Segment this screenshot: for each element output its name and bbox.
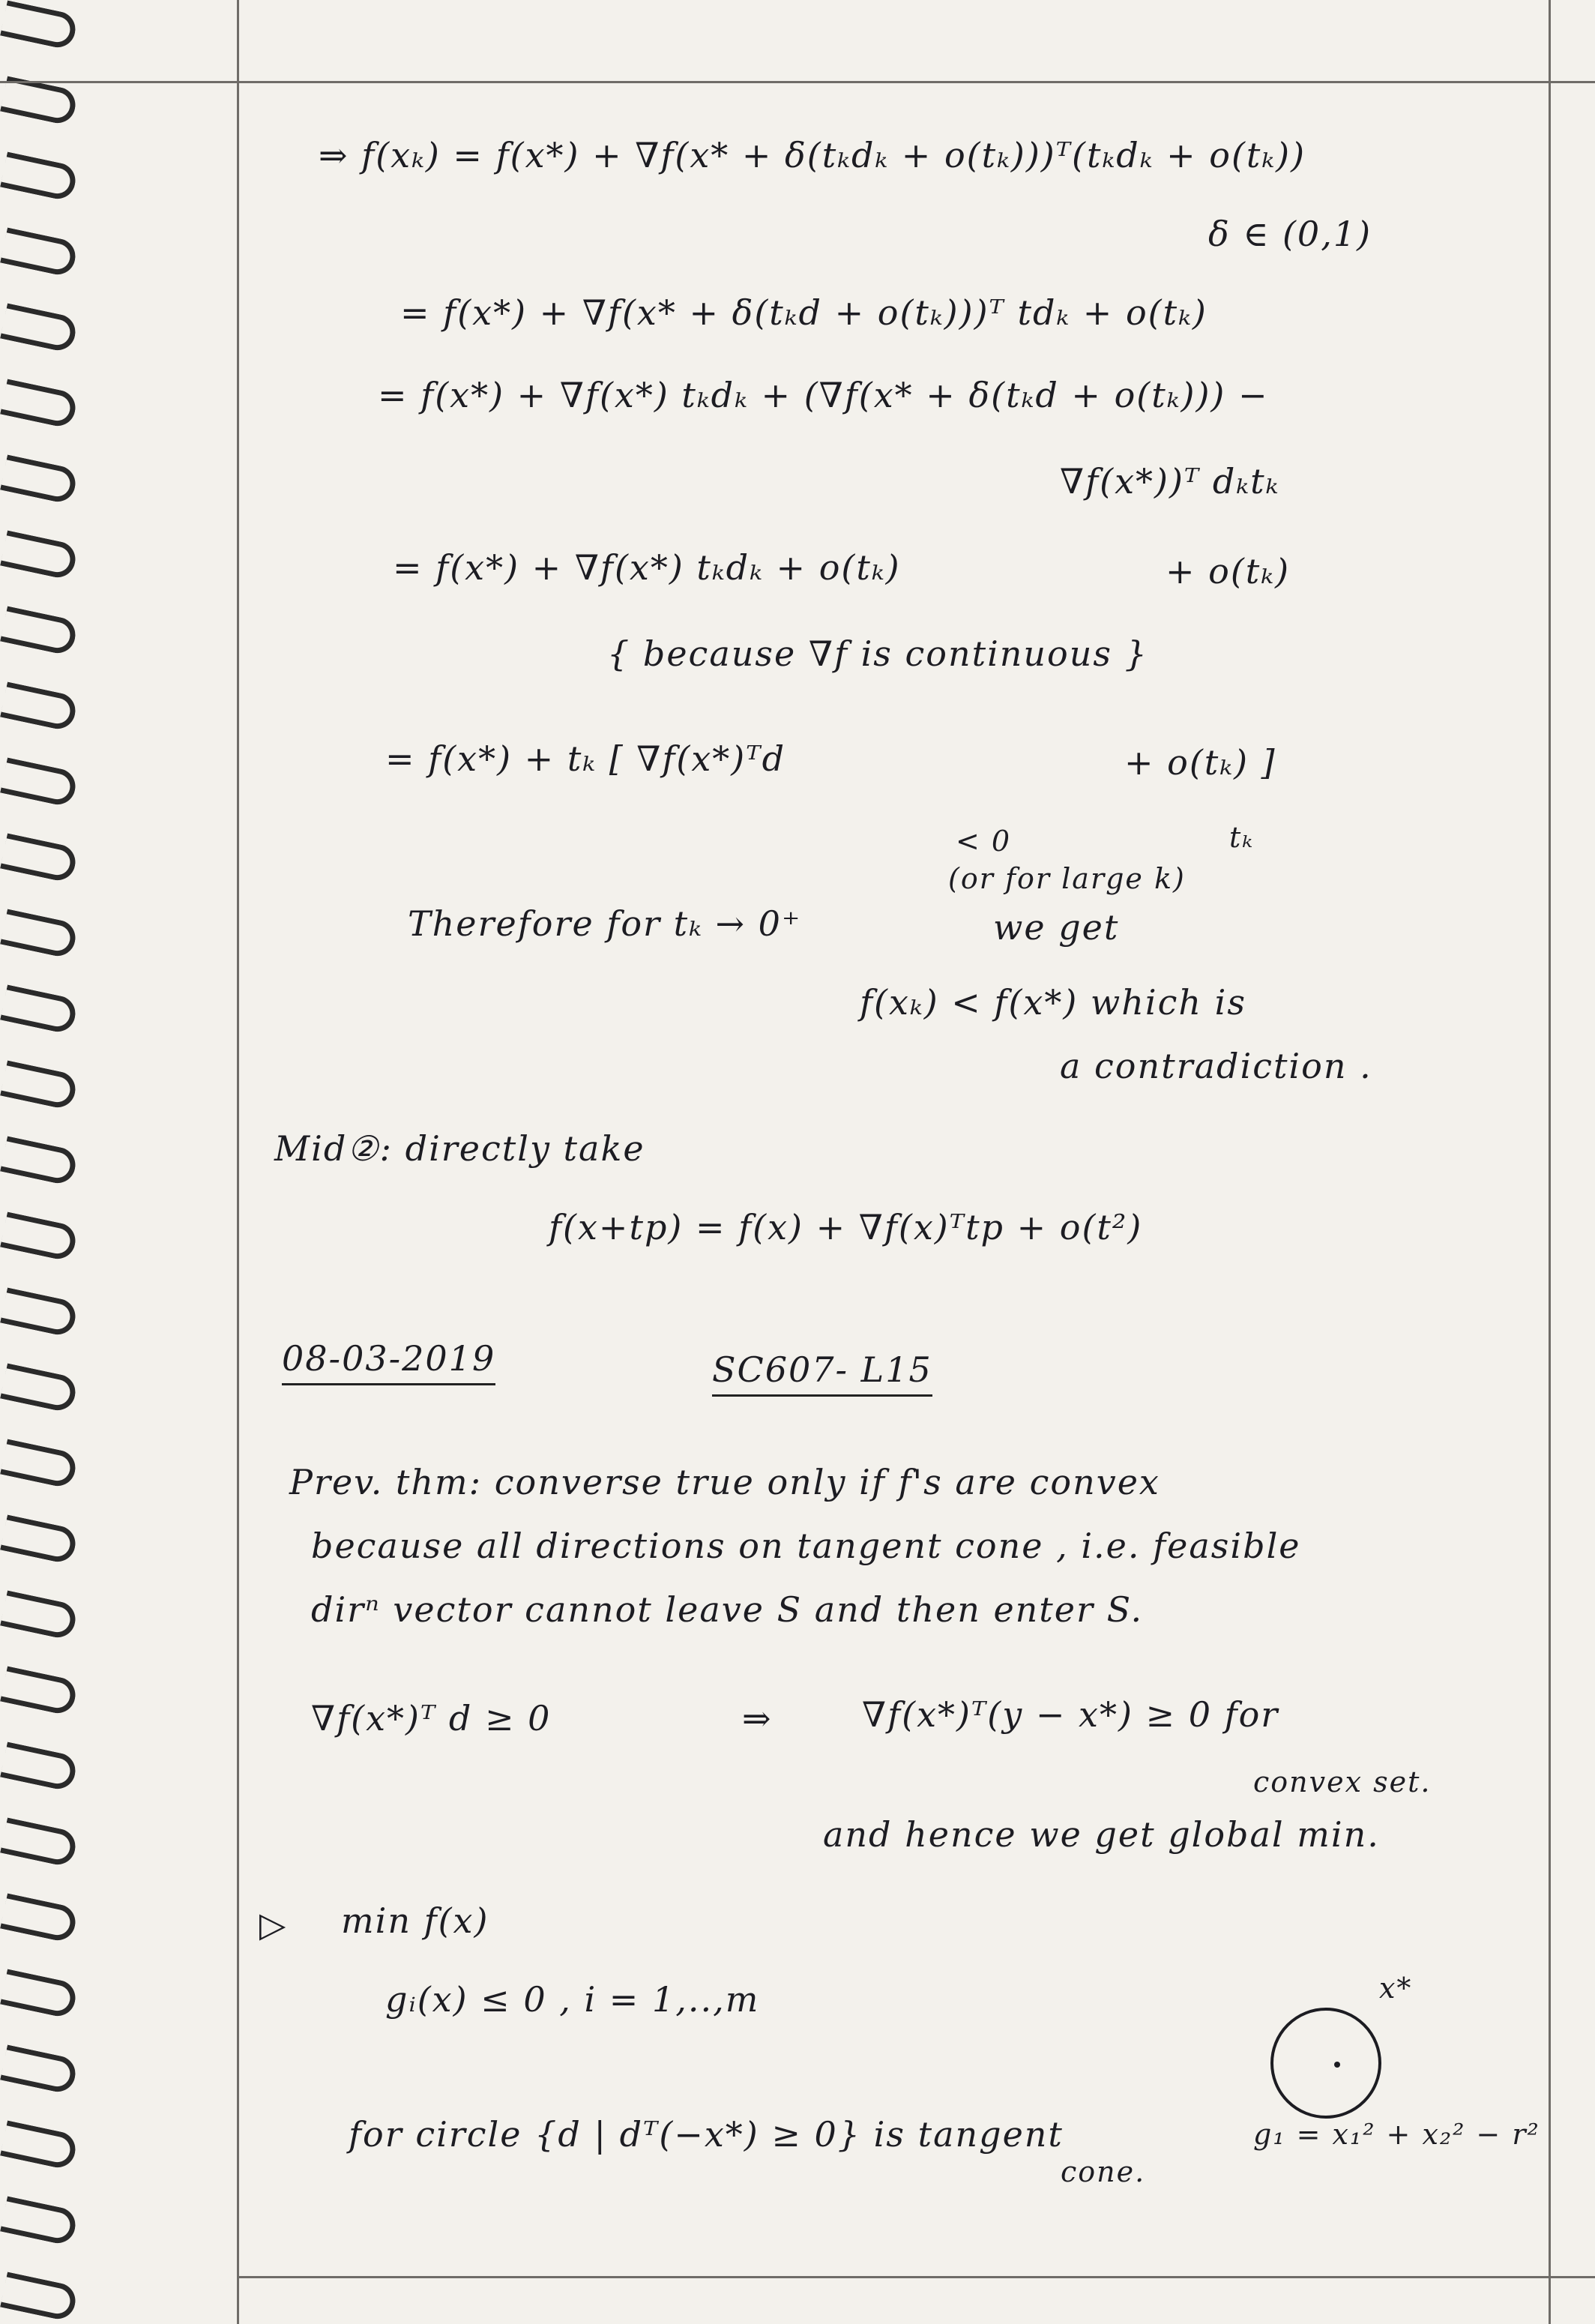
spiral-ring: [0, 2120, 79, 2170]
note-line: ∇f(x*)ᵀ(y − x*) ≥ 0 for: [862, 1694, 1279, 1735]
spiral-ring: [0, 76, 79, 126]
note-line: for circle {d | dᵀ(−x*) ≥ 0} is tangent: [349, 2114, 1064, 2155]
note-line: because all directions on tangent cone , i.e. feasible: [311, 1526, 1301, 1566]
spiral-ring: [0, 454, 79, 505]
course-heading: SC607- L15: [712, 1349, 932, 1397]
spiral-ring: [0, 757, 79, 807]
note-line: ∇f(x*))ᵀ dₖtₖ: [1060, 461, 1280, 502]
spiral-ring: [0, 303, 79, 353]
spiral-ring: [0, 1817, 79, 1867]
note-line: ∇f(x*)ᵀ d ≥ 0: [311, 1698, 552, 1739]
spiral-ring: [0, 1893, 79, 1943]
date-heading: 08-03-2019: [282, 1338, 495, 1385]
note-line: a contradiction .: [1060, 1046, 1372, 1086]
spiral-ring: [0, 379, 79, 429]
note-line: f(xₖ) < f(x*) which is: [860, 982, 1246, 1023]
spiral-ring: [0, 1514, 79, 1565]
note-line: f(x+tp) = f(x) + ∇f(x)ᵀtp + o(t²): [549, 1207, 1143, 1247]
note-line: convex set.: [1253, 1765, 1432, 1798]
note-line: ⇒: [742, 1698, 773, 1739]
spiral-ring: [0, 606, 79, 656]
spiral-ring: [0, 1287, 79, 1337]
note-line: cone.: [1061, 2155, 1146, 2188]
spiral-ring: [0, 227, 79, 277]
constraint-label: g₁ = x₁² + x₂² − r²: [1253, 2118, 1540, 2151]
circle-point-label: x*: [1379, 1972, 1413, 2005]
spiral-ring: [0, 2196, 79, 2246]
spiral-ring: [0, 2272, 79, 2322]
margin-line-right: [1549, 0, 1551, 2324]
note-line: ▷: [259, 1904, 288, 1945]
note-line: ⇒ f(xₖ) = f(x*) + ∇f(x* + δ(tₖdₖ + o(tₖ)))ᵀ(tₖdₖ + o(tₖ)): [319, 135, 1306, 175]
note-line: < 0: [956, 825, 1012, 858]
spiral-ring: [0, 1439, 79, 1489]
note-line: Therefore for tₖ → 0⁺: [408, 903, 802, 944]
note-line: Mid②: directly take: [274, 1128, 645, 1169]
footer-line: [237, 2276, 1595, 2278]
note-line: (or for large k): [948, 862, 1186, 895]
margin-line-left: [237, 0, 239, 2324]
spiral-ring: [0, 1742, 79, 1792]
spiral-ring: [0, 1136, 79, 1186]
circle-diagram: [1270, 2008, 1381, 2119]
spiral-ring: [0, 151, 79, 202]
spiral-ring: [0, 1666, 79, 1716]
spiral-ring: [0, 530, 79, 580]
note-line: = f(x*) + ∇f(x*) tₖdₖ + (∇f(x* + δ(tₖd + o(tₖ))) −: [378, 375, 1269, 415]
note-line: we get: [993, 907, 1120, 948]
note-line: δ ∈ (0,1): [1208, 214, 1372, 254]
note-line: = f(x*) + tₖ [ ∇f(x*)ᵀd: [385, 738, 786, 779]
spiral-ring: [0, 1590, 79, 1640]
spiral-ring: [0, 833, 79, 883]
note-line: Prev. thm: converse true only if f's are convex: [289, 1462, 1160, 1502]
note-line: dirⁿ vector cannot leave S and then enter S.: [311, 1589, 1144, 1630]
spiral-ring: [0, 0, 79, 50]
spiral-binding: [0, 0, 82, 2324]
spiral-ring: [0, 1969, 79, 2019]
spiral-ring: [0, 1211, 79, 1262]
note-line: + o(tₖ) ]: [1124, 742, 1276, 783]
note-line: = f(x*) + ∇f(x*) tₖdₖ + o(tₖ): [393, 547, 901, 588]
note-line: + o(tₖ): [1166, 551, 1291, 591]
spiral-ring: [0, 1060, 79, 1110]
spiral-ring: [0, 984, 79, 1035]
note-line: { because ∇f is continuous }: [607, 633, 1148, 674]
spiral-ring: [0, 1363, 79, 1413]
spiral-ring: [0, 2044, 79, 2095]
note-line: and hence we get global min.: [823, 1814, 1380, 1855]
note-line: gᵢ(x) ≤ 0 , i = 1,..,m: [385, 1979, 760, 2020]
note-line: min f(x): [341, 1900, 489, 1941]
circle-center-dot: [1334, 2062, 1340, 2068]
spiral-ring: [0, 909, 79, 959]
note-line: tₖ: [1229, 821, 1255, 854]
header-line: [0, 81, 1595, 83]
spiral-ring: [0, 681, 79, 732]
note-line: = f(x*) + ∇f(x* + δ(tₖd + o(tₖ)))ᵀ tdₖ + o(tₖ): [400, 292, 1207, 333]
